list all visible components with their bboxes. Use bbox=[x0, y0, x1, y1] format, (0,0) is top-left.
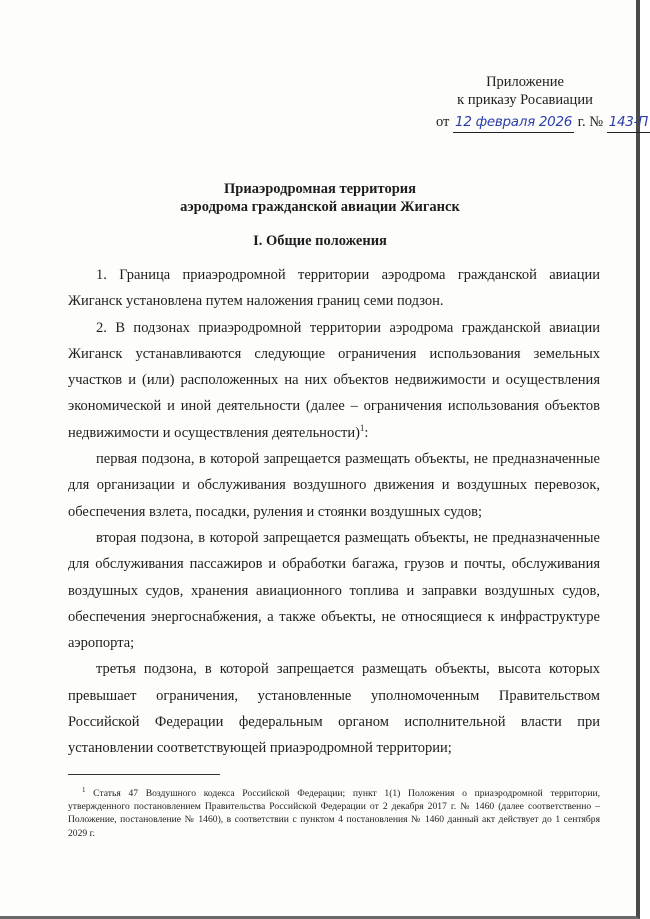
subzone-1-paragraph: первая подзона, в которой запрещается размещать объекты, не предназначенные для организации и обслуживания воздушного движения и воздушных перевозок, обеспечения взлета, посадки, руления и стоянки воздушных судов; bbox=[68, 451, 600, 520]
appendix-label: Приложение bbox=[486, 74, 564, 90]
footnote-marker: 1 bbox=[82, 785, 86, 794]
handwritten-date: 12 февраля 2026 bbox=[453, 112, 574, 133]
order-date-line bbox=[436, 112, 650, 133]
footnote-text: Статья 47 Воздушного кодекса Российской Федерации; пункт 1(1) Положения о приаэродромной территории, утвержденного постановлением Правительства Российской Федерации от 2 декабря 2017 г. № 1460 (далее соответственно – Положение, постановление № 1460), в соответствии с пунктом 4 постановления № 1460 данный акт действует до 1 сентября 2029 г. bbox=[68, 788, 600, 839]
order-reference: к приказу Росавиации bbox=[457, 92, 593, 108]
paragraph-2 bbox=[68, 315, 600, 446]
footnote-reference[interactable]: 1 bbox=[359, 422, 365, 433]
section-heading: I. Общие положения bbox=[253, 233, 387, 249]
paragraph-text: В подзонах приаэродромной территории аэродрома гражданской авиации Жиганск устанавливаются следующие ограничения использования земельных участков и (или) расположенных на них объектов недвижимости и осуществления экономической и иной деятельности (далее – ограничения использования объектов недвижимости и осуществления деятельности) bbox=[68, 319, 600, 441]
paragraph-number: 1. bbox=[96, 267, 107, 283]
paragraph-tail: : bbox=[364, 424, 369, 441]
subzone-2-paragraph: вторая подзона, в которой запрещается размещать объекты, не предназначенные для обслуживания пассажиров и обработки багажа, грузов и почты, обслуживания воздушных судов, хранения авиационного топлива и заправки воздушных судов, обеспечения энергоснабжения, а также объекты, не относящиеся к инфраструктуре аэропорта; bbox=[68, 529, 600, 652]
appendix-header bbox=[430, 73, 620, 109]
title-line-2: аэродрома гражданской авиации Жиганск bbox=[180, 199, 460, 215]
paragraph-1 bbox=[68, 262, 600, 315]
subzone-3-paragraph: третья подзона, в которой запрещается размещать объекты, высота которых превышает ограничения, установленные уполномоченным Правительством Российской Федерации федеральным органом исполнительной власти при установлении соответствующей приаэродромной территории; bbox=[68, 661, 600, 757]
document-title bbox=[0, 180, 640, 216]
body-text bbox=[68, 262, 600, 762]
footnote bbox=[68, 787, 600, 840]
handwritten-order-number: 143-П bbox=[607, 112, 650, 133]
footnote-divider bbox=[68, 774, 220, 775]
title-line-1: Приаэродромная территория bbox=[224, 181, 416, 197]
date-prefix: от bbox=[436, 114, 450, 130]
paragraph-text: Граница приаэродромной территории аэродрома гражданской авиации Жиганск установлена путем наложения границ семи подзон. bbox=[68, 267, 600, 310]
date-suffix: г. № bbox=[577, 114, 604, 130]
paragraph-number: 2. bbox=[96, 319, 107, 336]
